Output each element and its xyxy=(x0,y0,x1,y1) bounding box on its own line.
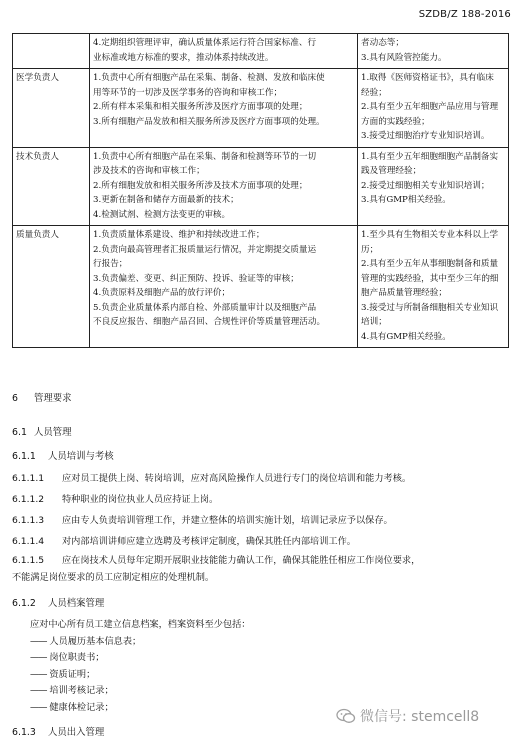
archive-intro: 应对中心所有员工建立信息档案，档案资料至少包括： xyxy=(30,619,251,630)
role-cell xyxy=(13,34,90,69)
archive-list xyxy=(30,634,141,716)
clause-6-1-1-1: 6.1.1.1 应对员工提供上岗、转岗培训，应对高风险操作人员进行专门的岗位培训和能力考核。 xyxy=(12,473,412,484)
duty-line: 1.负责中心所有细胞产品在采集、制备和检测等环节的一切 xyxy=(93,151,317,162)
section-6-1-1-heading: 6.1.1 人员培训与考核 xyxy=(12,451,114,462)
section-6-1-heading: 6.1 人员管理 xyxy=(12,427,72,438)
clause-6-1-1-4: 6.1.1.4 对内部培训讲师应建立选聘及考核评定制度，确保其胜任内部培训工作。 xyxy=(12,536,356,547)
duty-line: 用等环节的一切涉及医学事务的咨询和审核工作； xyxy=(93,87,283,98)
duty-line: 1.负责质量体系建设、维护和持续改进工作； xyxy=(93,230,265,240)
section-6-1-3-heading: 6.1.3 人员出入管理 xyxy=(12,727,105,738)
document-id: SZDB/Z 188-2016 xyxy=(418,9,511,20)
clause-6-1-1-5: 6.1.1.5 应在岗技术人员每年定期开展职业技能能力确认工作，确保其能胜任相应工作岗位要求， 不能满足岗位要求的员工应制定相应的处理机制。 xyxy=(12,555,421,583)
role-cell: 质量负责人 xyxy=(13,226,90,348)
table-row xyxy=(13,69,509,148)
qualification-line: 经验； xyxy=(361,87,387,98)
duties-cell xyxy=(90,226,358,348)
qualification-line: 者动态等； xyxy=(361,38,404,48)
qualification-line: 方面的实践经验； xyxy=(361,116,430,127)
qualification-line: 1.取得《医师资格证书》，具有临床 xyxy=(361,73,494,83)
section-6-heading: 6 管理要求 xyxy=(12,393,72,404)
list-item xyxy=(30,634,141,650)
list-item xyxy=(30,700,141,716)
qualification-line: 2.具有至少五年细胞产品应用与管理 xyxy=(361,102,499,112)
table-row xyxy=(13,147,509,226)
qualification-line: 历； xyxy=(361,244,379,255)
qualification-line: 4.具有GMP相关经验。 xyxy=(361,331,451,342)
duty-line: 4.检测试剂、检测方法变更的审核。 xyxy=(93,209,231,220)
qualification-line: 2.接受过细胞相关专业知识培训； xyxy=(361,180,490,191)
qualification-line: 1.具有至少五年细胞细胞产品制备实 xyxy=(361,151,499,162)
watermark-text: 微信号: stemcell8 xyxy=(360,709,480,725)
duty-line: 1.负责中心所有细胞产品在采集、制备、检测、发放和临床使 xyxy=(93,73,325,83)
qualification-line: 3.具有风险管控能力。 xyxy=(361,52,447,63)
list-dash: —— xyxy=(30,668,47,680)
qualification-line: 1.至少具有生物相关专业本科以上学 xyxy=(361,230,499,240)
qualifications-cell xyxy=(358,34,509,69)
list-item xyxy=(30,650,141,666)
qualification-line: 3.具有GMP相关经验。 xyxy=(361,195,451,205)
duty-line: 不良反应报告、细胞产品召回、合规性评价等质量管理活动。 xyxy=(93,317,326,327)
qualification-line: 3.接受过细胞治疗专业知识培训。 xyxy=(361,131,490,141)
list-item-text: 资质证明； xyxy=(49,668,96,680)
duty-line: 2.所有样本采集和相关服务所涉及医疗方面事项的处理； xyxy=(93,102,308,112)
responsibility-table xyxy=(12,33,509,348)
duties-cell xyxy=(90,69,358,148)
list-dash: —— xyxy=(30,636,47,647)
clause-6-1-1-3: 6.1.1.3 应由专人负责培训管理工作，并建立整体的培训实施计划，培训记录应予以保存。 xyxy=(12,515,393,526)
list-dash: —— xyxy=(30,685,47,697)
duty-line: 3.所有细胞产品发放和相关服务所涉及医疗方面事项的处理。 xyxy=(93,116,325,127)
role-cell: 技术负责人 xyxy=(13,147,90,226)
duty-line: 3.负责偏差、变更、纠正预防、投诉、验证等的审核； xyxy=(93,273,299,284)
duty-line: 业标准或地方标准的要求，推动体系持续改进。 xyxy=(93,52,274,63)
duty-line: 4.定期组织管理评审，确认质量体系运行符合国家标准、行 xyxy=(93,38,317,48)
duty-line: 2.负责向最高管理者汇报质量运行情况，并定期提交质量运 xyxy=(93,244,317,255)
clause-6-1-1-2: 6.1.1.2 特种职业的岗位执业人员应持证上岗。 xyxy=(12,494,219,505)
role-cell: 医学负责人 xyxy=(13,69,90,148)
section-6-1-2-heading: 6.1.2 人员档案管理 xyxy=(12,598,105,609)
qualification-line: 践及管理经验； xyxy=(361,166,422,176)
list-item-text: 培训考核记录； xyxy=(49,685,114,697)
qualifications-cell xyxy=(358,147,509,226)
wechat-watermark xyxy=(336,706,479,726)
list-item xyxy=(30,683,141,699)
table-row xyxy=(13,34,509,69)
qualifications-cell xyxy=(358,226,509,348)
list-item-text: 人员履历基本信息表； xyxy=(49,636,142,647)
qualification-line: 胞产品质量管理经验； xyxy=(361,288,447,298)
list-dash: —— xyxy=(30,701,47,713)
qualification-line: 管理的实践经验，其中至少三年的细 xyxy=(361,273,499,284)
duty-line: 行报告； xyxy=(93,259,128,269)
table-row xyxy=(13,226,509,348)
qualifications-cell xyxy=(358,69,509,148)
duties-cell xyxy=(90,34,358,69)
duty-line: 涉及技术的咨询和审核工作； xyxy=(93,166,205,176)
list-item-text: 健康体检记录； xyxy=(49,701,114,713)
duties-cell xyxy=(90,147,358,226)
duty-line: 4.负责原料及细胞产品的放行评价； xyxy=(93,288,231,298)
duty-line: 3.更新在制备和储存方面最新的技术； xyxy=(93,195,239,205)
duty-line: 5.负责企业质量体系内部自检、外部质量审计以及细胞产品 xyxy=(93,302,317,313)
qualification-line: 培训； xyxy=(361,317,387,327)
list-item xyxy=(30,667,141,683)
duty-line: 2.所有细胞发放和相关服务所涉及技术方面事项的处理； xyxy=(93,180,308,191)
list-dash: —— xyxy=(30,652,47,664)
list-item-text: 岗位职责书； xyxy=(49,652,105,664)
wechat-icon xyxy=(336,708,356,724)
qualification-line: 3.接受过与所制备细胞相关专业知识 xyxy=(361,302,499,313)
qualification-line: 2.具有至少五年从事细胞制备和质量 xyxy=(361,259,499,269)
